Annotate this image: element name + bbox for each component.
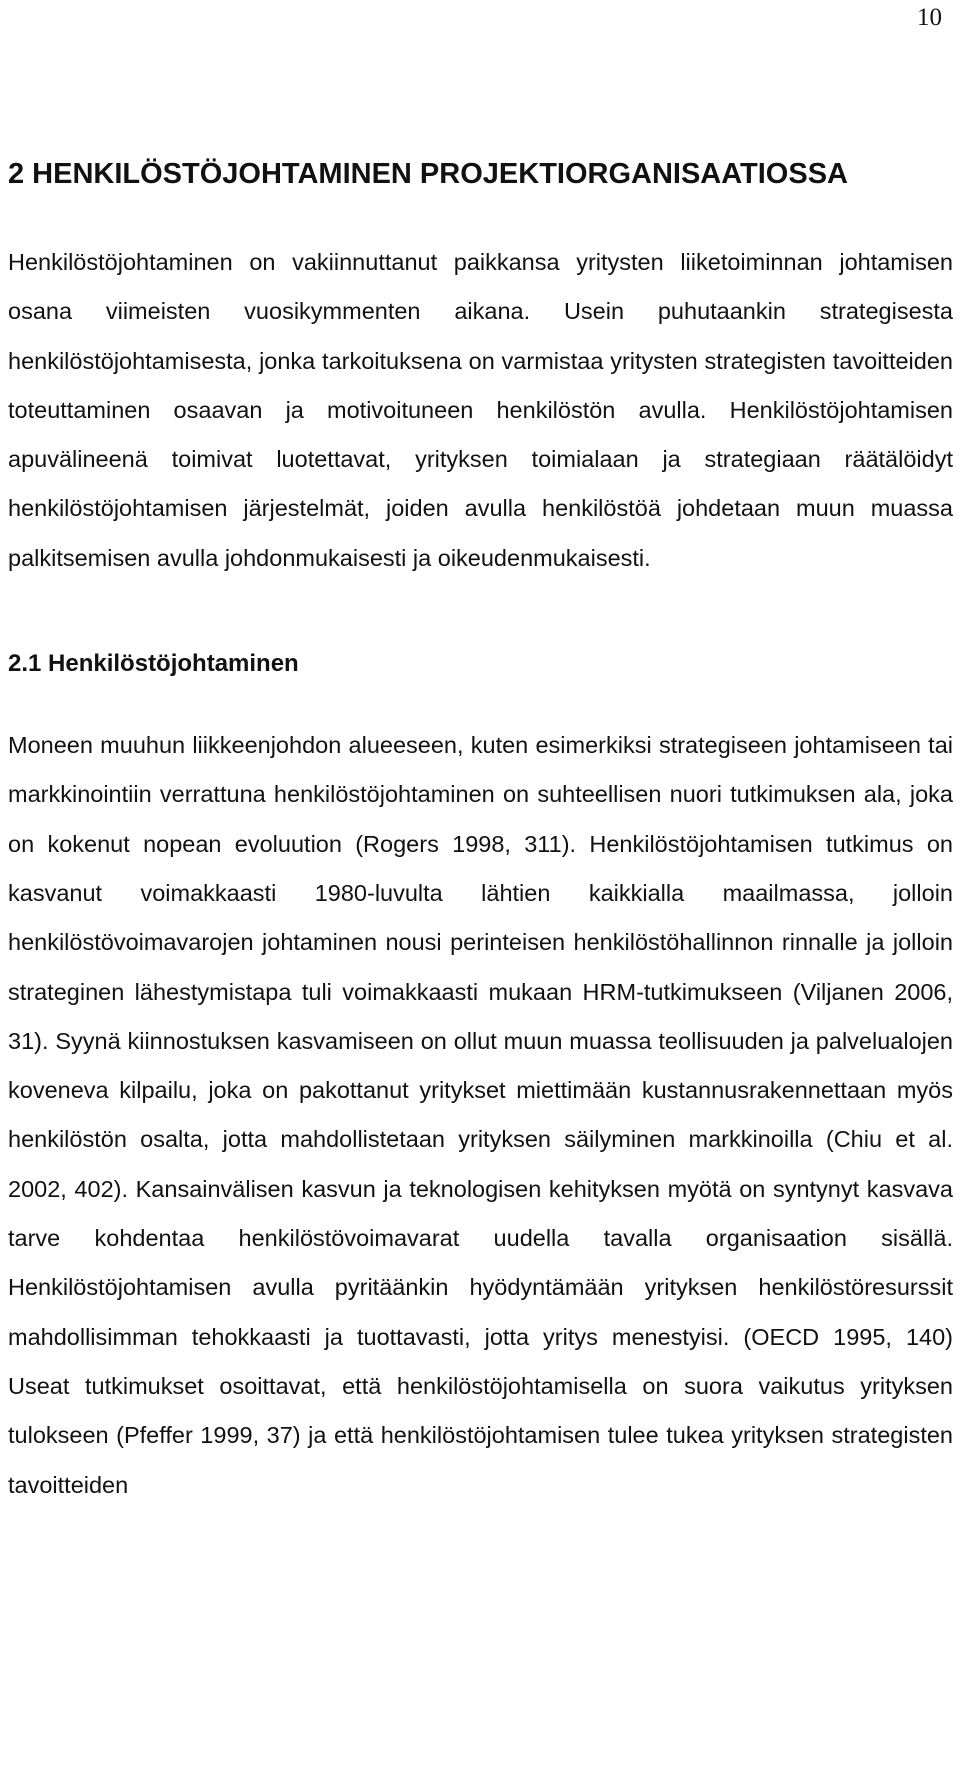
chapter-heading: 2 HENKILÖSTÖJOHTAMINEN PROJEKTIORGANISAATIOSSA	[8, 158, 848, 190]
document-body	[8, 148, 953, 1510]
section-heading: 2.1 Henkilöstöjohtaminen	[8, 650, 299, 678]
section-body-paragraph: Moneen muuhun liikkeenjohdon alueeseen, kuten esimerkiksi strategiseen johtamiseen tai markkinointiin verrattuna henkilöstöjohtaminen on suhteellisen nuori tutkimuksen ala, joka on kokenut nopean evoluution (Rogers 1998, 311). Henkilöstöjohtamisen tutkimus on kasvanut voimakkaasti 1980-luvulta lähtien kaikkialla maailmassa, jolloin henkilöstövoimavarojen johtaminen nousi perinteisen henkilöstöhallinnon rinnalle ja jolloin strateginen lähestymistapa tuli voimakkaasti mukaan HRM-tutkimukseen (Viljanen 2006, 31). Syynä kiinnostuksen kasvamiseen on ollut muun muassa teollisuuden ja palvelualojen koveneva kilpailu, joka on pakottanut yritykset miettimään kustannusrakennettaan myös henkilöstön osalta, jotta mahdollistetaan yrityksen säilyminen markkinoilla (Chiu et al. 2002, 402). Kansainvälisen kasvun ja teknologisen kehityksen myötä on syntynyt kasvava tarve kohdentaa henkilöstövoimavarat uudella tavalla organisaation sisällä. Henkilöstöjohtamisen avulla pyritäänkin hyödyntämään yrityksen henkilöstöresurssit mahdollisimman tehokkaasti ja tuottavasti, jotta yritys menestyisi. (OECD 1995, 140) Useat tutkimukset osoittavat, että henkilöstöjohtamisella on suora vaikutus yrityksen tulokseen (Pfeffer 1999, 37) ja että henkilöstöjohtamisen tulee tukea yrityksen strategisten tavoitteiden	[8, 732, 953, 1498]
page-number: 10	[917, 4, 942, 31]
chapter-intro-paragraph: Henkilöstöjohtaminen on vakiinnuttanut paikkansa yritysten liiketoiminnan johtamisen osana viimeisten vuosikymmenten aikana. Usein puhutaankin strategisesta henkilöstöjohtamisesta, jonka tarkoituksena on varmistaa yritysten strategisten tavoitteiden toteuttaminen osaavan ja motivoituneen henkilöstön avulla. Henkilöstöjohtamisen apuvälineenä toimivat luotettavat, yrityksen toimialaan ja strategiaan räätälöidyt henkilöstöjohtamisen järjestelmät, joiden avulla henkilöstöä johdetaan muun muassa palkitsemisen avulla johdonmukaisesti ja oikeudenmukaisesti.	[8, 249, 953, 571]
